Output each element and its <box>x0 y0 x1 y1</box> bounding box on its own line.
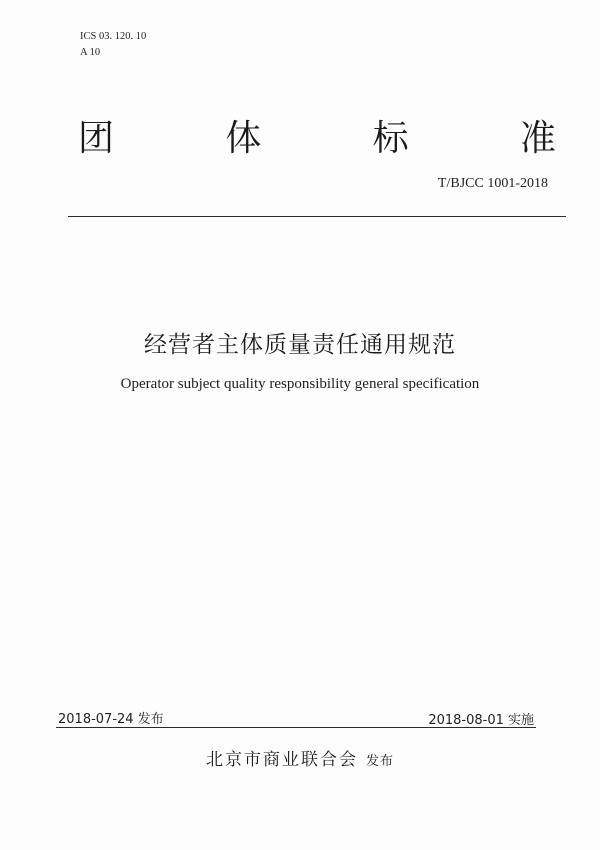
standard-type-char: 标 <box>372 117 409 159</box>
title-chinese: 经营者主体质量责任通用规范 <box>144 332 456 358</box>
bottom-divider <box>56 727 536 728</box>
classification-codes <box>80 29 146 61</box>
ics-code: ICS 03. 120. 10 <box>80 31 147 42</box>
standard-type-char: 体 <box>225 117 262 159</box>
publisher-suffix: 发布 <box>365 754 394 769</box>
standard-type-char: 准 <box>519 117 556 159</box>
standard-type-char: 团 <box>78 117 115 159</box>
standard-type-heading <box>78 110 556 160</box>
publisher-organization: 北京市商业联合会 <box>205 750 358 770</box>
ccs-code: A 10 <box>80 47 101 58</box>
issue-date: 2018-07-24 发布 <box>58 712 164 727</box>
standard-number: T/BJCC 1001-2018 <box>437 176 548 191</box>
top-divider <box>68 216 566 217</box>
implementation-date: 2018-08-01 实施 <box>428 713 534 728</box>
title-english: Operator subject quality responsibility general specification <box>120 376 480 392</box>
publisher <box>0 745 600 770</box>
